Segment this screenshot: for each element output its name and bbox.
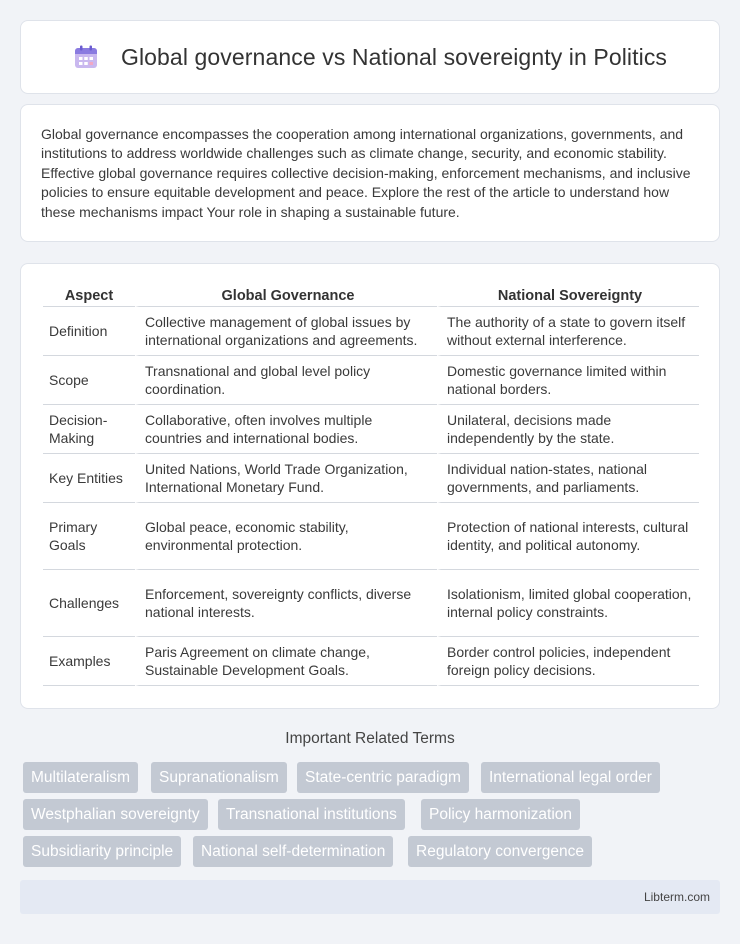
related-term-tag[interactable]: Multilateralism [23,762,138,793]
national-sovereignty-cell: Border control policies, independent foreign policy decisions. [437,637,699,686]
global-governance-cell: Enforcement, sovereignty conflicts, diverse national interests. [135,570,437,637]
related-term-tag[interactable]: State-centric paradigm [297,762,469,793]
header-global-governance: Global Governance [135,286,437,307]
comparison-table-card [20,263,720,709]
intro-text: Global governance encompasses the cooperation among international organizations, governments, and institutions to address worldwide challenges such as climate change, security, and economic stability. Effective global governance requires collective decision-making, enforcement mechanisms, and inclusive policies to ensure equitable development and peace. Explore the rest of the article to understand how these mechanisms impact Your role in shaping a sustainable future. [41,126,691,220]
table-row [43,637,699,686]
national-sovereignty-cell: Individual nation-states, national governments, and parliaments. [437,454,699,503]
national-sovereignty-cell: The authority of a state to govern itself without external interference. [437,307,699,356]
global-governance-cell: Collaborative, often involves multiple countries and international bodies. [135,405,437,454]
aspect-cell: Key Entities [43,454,135,503]
global-governance-cell: Paris Agreement on climate change, Sustainable Development Goals. [135,637,437,686]
aspect-cell: Scope [43,356,135,405]
aspect-cell: Primary Goals [43,503,135,570]
aspect-cell: Decision-Making [43,405,135,454]
intro-card [20,104,720,242]
related-term-tag[interactable]: Policy harmonization [421,799,580,830]
related-terms-title: Important Related Terms [285,730,455,747]
header-aspect: Aspect [43,286,135,307]
header-card [20,20,720,94]
related-term-tag[interactable]: National self-determination [193,836,393,867]
national-sovereignty-cell: Domestic governance limited within national borders. [437,356,699,405]
footer-site-link[interactable]: Libterm.com [643,890,710,904]
calendar-icon [73,44,99,70]
global-governance-cell: Transnational and global level policy coordination. [135,356,437,405]
global-governance-cell: Global peace, economic stability, environmental protection. [135,503,437,570]
table-row [43,570,699,637]
table-row [43,405,699,454]
comparison-table [43,286,699,686]
related-term-tag[interactable]: Regulatory convergence [408,836,592,867]
header-national-sovereignty: National Sovereignty [437,286,699,307]
national-sovereignty-cell: Isolationism, limited global cooperation, internal policy constraints. [437,570,699,637]
global-governance-cell: United Nations, World Trade Organization, International Monetary Fund. [135,454,437,503]
table-row [43,454,699,503]
table-row [43,307,699,356]
aspect-cell: Definition [43,307,135,356]
page-title: Global governance vs National sovereignty in Politics [120,43,668,70]
related-term-tag[interactable]: Westphalian sovereignty [23,799,208,830]
table-header-row [43,286,699,307]
aspect-cell: Examples [43,637,135,686]
global-governance-cell: Collective management of global issues by international organizations and agreements. [135,307,437,356]
footer [20,880,720,914]
related-term-tag[interactable]: Supranationalism [151,762,287,793]
aspect-cell: Challenges [43,570,135,637]
table-row [43,356,699,405]
related-term-tag[interactable]: Subsidiarity principle [23,836,181,867]
national-sovereignty-cell: Unilateral, decisions made independently by the state. [437,405,699,454]
national-sovereignty-cell: Protection of national interests, cultural identity, and political autonomy. [437,503,699,570]
related-term-tag[interactable]: Transnational institutions [218,799,405,830]
table-row [43,503,699,570]
related-term-tag[interactable]: International legal order [481,762,660,793]
